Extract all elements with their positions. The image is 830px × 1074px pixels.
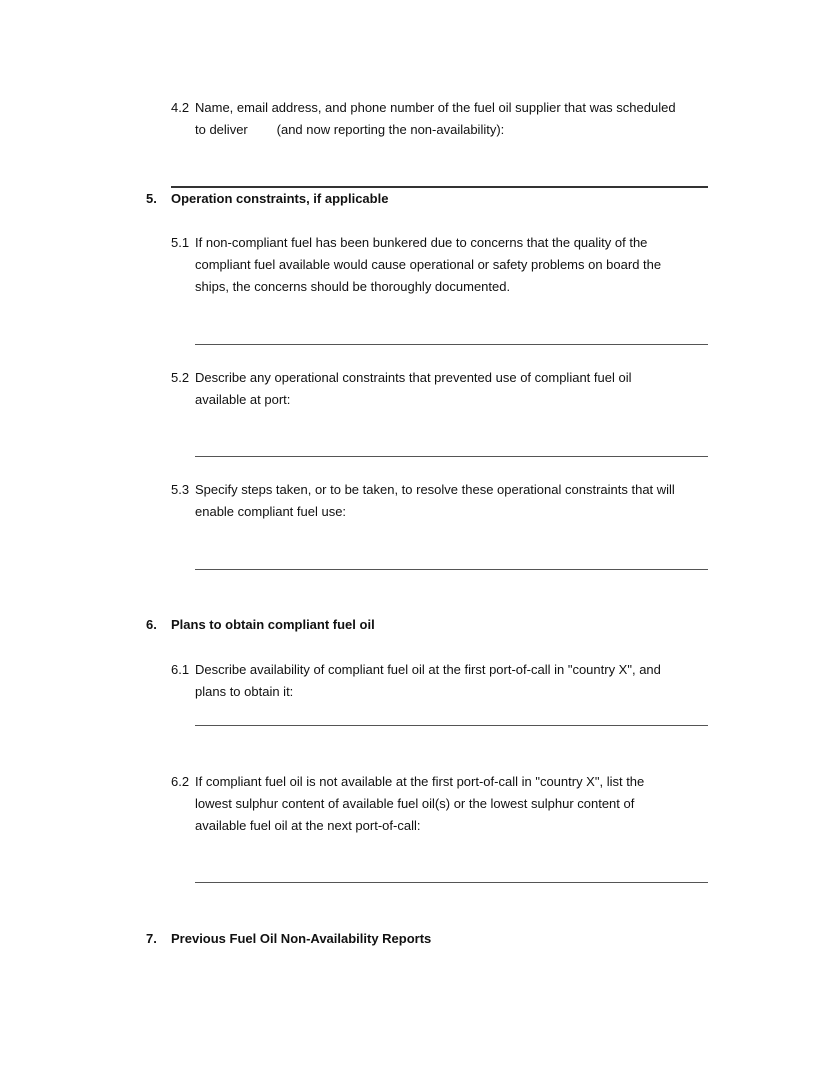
item-5-1-number: 5.1 (171, 235, 190, 250)
item-5-2-line-1: Describe any operational constraints that prevented use of compliant fuel oil (195, 370, 632, 385)
item-5-3-text (195, 479, 675, 523)
item-6-1-text (195, 659, 661, 703)
item-6-1-line-1: Describe availability of compliant fuel oil at the first port-of-call in "country X", and (195, 662, 661, 677)
item-5-1-text (195, 232, 661, 298)
answer-line-5-2[interactable] (195, 456, 708, 457)
item-5-1-line-3: ships, the concerns should be thoroughly documented. (195, 279, 511, 294)
item-5-2-number: 5.2 (171, 370, 190, 385)
answer-line-5-1[interactable] (195, 344, 708, 345)
item-4-2-line-2: to deliver (and now reporting the non-availability): (195, 122, 505, 137)
section-7-number: 7. (146, 931, 157, 946)
item-6-2-line-2: lowest sulphur content of available fuel oil(s) or the lowest sulphur content of (195, 796, 635, 811)
item-5-2-line-2: available at port: (195, 392, 291, 407)
item-6-2-line-1: If compliant fuel oil is not available at the first port-of-call in "country X", list the (195, 774, 645, 789)
item-5-3-line-1: Specify steps taken, or to be taken, to resolve these operational constraints that will (195, 482, 675, 497)
item-5-2-text (195, 367, 631, 411)
item-6-2-number: 6.2 (171, 774, 190, 789)
answer-line-6-1[interactable] (195, 725, 708, 726)
section-6-number: 6. (146, 617, 157, 632)
item-4-2-text (195, 97, 676, 141)
section-5-number: 5. (146, 191, 157, 206)
item-6-2-text (195, 771, 644, 837)
item-4-2-line-1: Name, email address, and phone number of the fuel oil supplier that was scheduled (195, 100, 676, 115)
item-4-2-number: 4.2 (171, 100, 190, 115)
item-5-1-line-1: If non-compliant fuel has been bunkered due to concerns that the quality of the (195, 235, 648, 250)
answer-line-5-3[interactable] (195, 569, 708, 570)
item-6-1-line-2: plans to obtain it: (195, 684, 294, 699)
item-6-1-number: 6.1 (171, 662, 190, 677)
item-5-1-line-2: compliant fuel available would cause operational or safety problems on board the (195, 257, 662, 272)
section-7-title: Previous Fuel Oil Non-Availability Reports (171, 931, 432, 946)
section-6-title: Plans to obtain compliant fuel oil (171, 617, 375, 632)
item-5-3-number: 5.3 (171, 482, 190, 497)
section-5-title: Operation constraints, if applicable (171, 191, 389, 206)
item-6-2-line-3: available fuel oil at the next port-of-call: (195, 818, 421, 833)
answer-line-6-2[interactable] (195, 882, 708, 883)
item-5-3-line-2: enable compliant fuel use: (195, 504, 347, 519)
